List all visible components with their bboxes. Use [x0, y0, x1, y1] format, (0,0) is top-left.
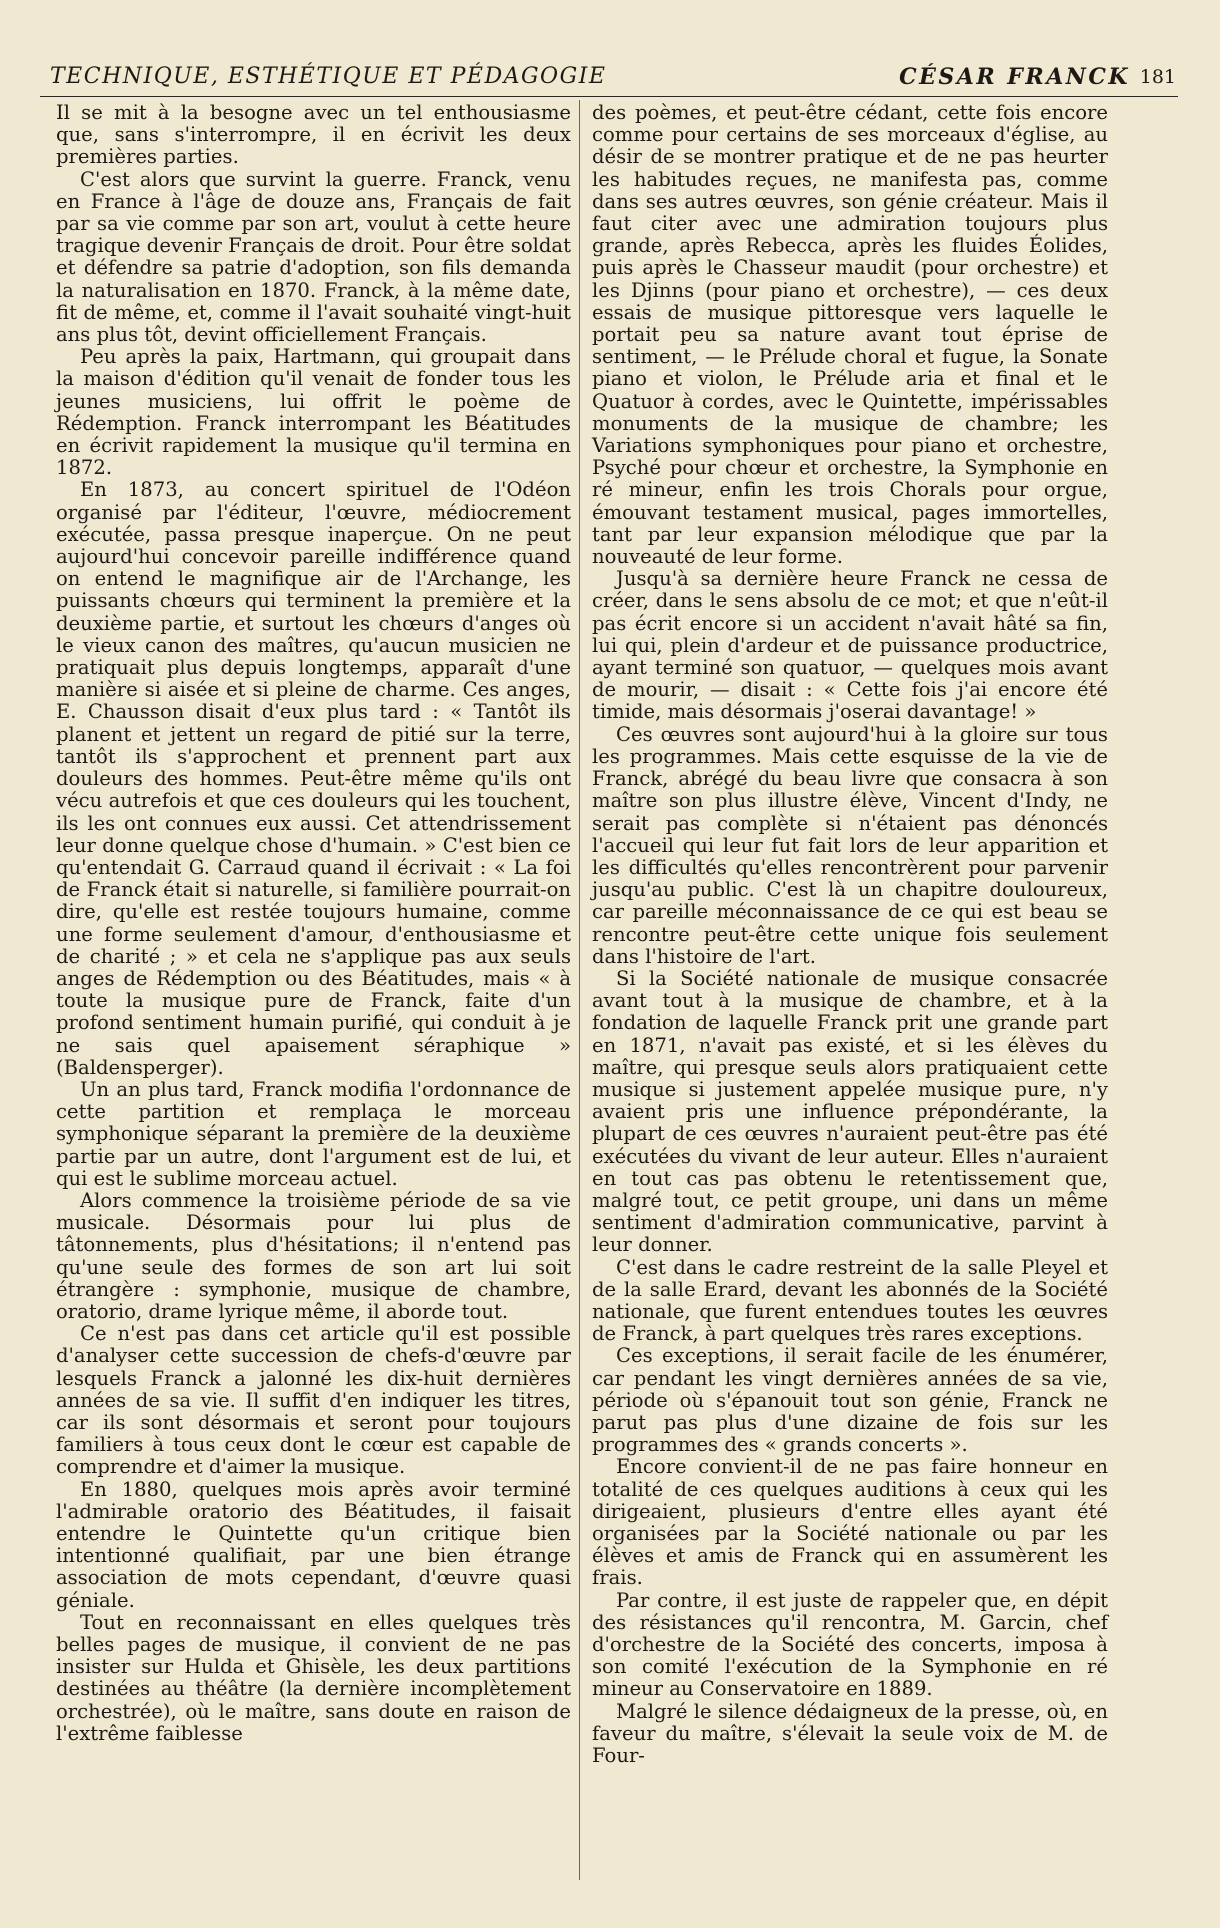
paragraph: Un an plus tard, Franck modifia l'ordonnance de cette partition et remplaça le morceau symphonique séparant la première de la deuxième partie par un autre, dont l'argument est de lui, et qui est le sublime morceau actuel. [56, 1077, 571, 1190]
paragraph: En 1880, quelques mois après avoir terminé l'admirable oratorio des Béatitudes, il faisait entendre le Quintette qu'un critique bien intentionné qualifiait, par une bien étrange association de mots cependant, d'œuvre quasi géniale. [56, 1477, 571, 1612]
paragraph: Ce n'est pas dans cet article qu'il est possible d'analyser cette succession de chefs-d'œuvre par lesquels Franck a jalonné les dix-huit dernières années de sa vie. Il suffit d'en indiquer les titres, car ils sont désormais et seront pour toujours familiers à tous ceux dont le cœur est capable de comprendre et d'aimer la musique. [56, 1322, 571, 1479]
paragraph: Il se mit à la besogne avec un tel enthousiasme que, sans s'interrompre, il en écrivit les deux premières parties. [56, 101, 571, 169]
running-head-section: TECHNIQUE, ESTHÉTIQUE ET PÉDAGOGIE [50, 64, 607, 89]
paragraph: Tout en reconnaissant en elles quelques très belles pages de musique, il convient de ne pas insister sur Hulda et Ghisèle, les deux partitions destinées au théâtre (la dernière incomplètement orchestrée), où le maître, sans doute en raison de l'extrême faiblesse [56, 1610, 571, 1745]
paragraph: Alors commence la troisième période de sa vie musicale. Désormais pour lui plus de tâtonnements, plus d'hésitations; il n'entend pas qu'une seule des formes de son art lui soit étrangère : symphonie, musique de chambre, oratorio, drame lyrique même, il aborde tout. [56, 1188, 571, 1323]
running-head-title: CÉSAR FRANCK [899, 64, 1130, 90]
paragraph: Malgré le silence dédaigneux de la presse, où, en faveur du maître, s'élevait la seule voix de M. de Four- [592, 1699, 1109, 1768]
running-head [40, 62, 1178, 97]
page-number: 181 [1139, 66, 1176, 88]
paragraph: Ces œuvres sont aujourd'hui à la gloire sur tous les programmes. Mais cette esquisse de la vie de Franck, abrégé du beau livre que consacra à son maître son plus illustre élève, Vincent d'Indy, ne serait pas complète si n'étaient pas dénoncés l'accueil qui leur fut fait lors de leur apparition et les difficultés qu'elles rencontrèrent pour parvenir jusqu'au public. C'est là un chapitre douloureux, car pareille méconnaissance de ce qui est beau se rencontre peut-être cette unique fois seulement dans l'histoire de l'art. [592, 722, 1108, 968]
left-column [56, 102, 571, 1745]
paragraph: Ces exceptions, il serait facile de les énumérer, car pendant les vingt dernières années de sa vie, période où s'épanouit tout son génie, Franck ne parut pas plus d'une dizaine de fois sur les programmes des « grands concerts ». [592, 1344, 1108, 1457]
paragraph: Peu après la paix, Hartmann, qui groupait dans la maison d'édition qu'il venait de fonder tous les jeunes musiciens, lui offrit le poème de Rédemption. Franck interrompant les Béatitudes en écrivit rapidement la musique qu'il termina en 1872. [56, 345, 571, 480]
column-divider [579, 100, 580, 1880]
right-column [592, 102, 1108, 1767]
paragraph: En 1873, au concert spirituel de l'Odéon organisé par l'éditeur, l'œuvre, médiocrement exécutée, passa presque inaperçue. On ne peut aujourd'hui concevoir pareille indifférence quand on entend le magnifique air de l'Archange, les puissants chœurs qui terminent la première et la deuxième partie, et surtout les chœurs d'anges où le vieux canon des maîtres, qu'aucun musicien ne pratiquait plus depuis longtemps, apparaît d'une manière si aisée et si pleine de charme. Ces anges, E. Chausson disait d'eux plus tard : « Tantôt ils planent et jettent un regard de pitié sur la terre, tantôt ils s'approchent et prennent part aux douleurs des hommes. Peut-être même qu'ils ont vécu autrefois et que ces douleurs qui les touchent, ils les ont connues eux aussi. Cet attendrissement leur donne quelque chose d'humain. » C'est bien ce qu'entendait G. Carraud quand il écrivait : « La foi de Franck était si naturelle, si familière pourrait-on dire, qu'elle est restée toujours humaine, comme une forme seulement d'amour, d'enthousiasme et de charité ; » et cela ne s'applique pas aux seuls anges de Rédemption ou des Béatitudes, mais « à toute la musique pure de Franck, faite d'un profond sentiment humain purifié, qui conduit à je ne sais quel apaisement séraphique » (Baldensperger). [56, 478, 571, 1079]
paragraph: Encore convient-il de ne pas faire honneur en totalité de ces quelques auditions à ceux qui les dirigeaient, plusieurs d'entre elles ayant été organisées par la Société nationale ou par les élèves et amis de Franck qui en assumèrent les frais. [592, 1455, 1108, 1590]
paragraph: Jusqu'à sa dernière heure Franck ne cessa de créer, dans le sens absolu de ce mot; et que n'eût-il pas écrit encore si un accident n'avait hâté sa fin, lui qui, plein d'ardeur et de puissance productrice, ayant terminé son quatuor, — quelques mois avant de mourir, — disait : « Cette fois j'ai encore été timide, mais désormais j'oserai davantage! » [592, 567, 1108, 724]
paragraph: Par contre, il est juste de rappeler que, en dépit des résistances qu'il rencontra, M. Garcin, chef d'orchestre de la Société des concerts, imposa à son comité l'exécution de la Symphonie en ré mineur au Conservatoire en 1889. [592, 1588, 1108, 1701]
paragraph: C'est dans le cadre restreint de la salle Pleyel et de la salle Erard, devant les abonnés de la Société nationale, que furent entendues toutes les œuvres de Franck, à part quelques très rares exceptions. [592, 1255, 1108, 1346]
paragraph: des poèmes, et peut-être cédant, cette fois encore comme pour certains de ses morceaux d'église, au désir de se montrer pratique et de ne pas heurter les habitudes reçues, ne manifesta pas, comme dans ses autres œuvres, son génie créateur. Mais il faut citer avec une admiration toujours plus grande, après Rebecca, après les fluides Éolides, puis après le Chasseur maudit (pour orchestre) et les Djinns (pour piano et orchestre), — ces deux essais de musique pittoresque vers laquelle le portait peu sa nature avant tout éprise de sentiment, — le Prélude choral et fugue, la Sonate piano et violon, le Prélude aria et final et le Quatuor à cordes, avec le Quintette, impérissables monuments de la musique de chambre; les Variations symphoniques pour piano et orchestre, Psyché pour chœur et orchestre, la Symphonie en ré mineur, enfin les trois Chorals pour orgue, émouvant testament musical, pages immortelles, tant par leur expansion mélodique que par la nouveauté de leur forme. [592, 101, 1108, 569]
paragraph: Si la Société nationale de musique consacrée avant tout à la musique de chambre, et à la fondation de laquelle Franck prit une grande part en 1871, n'avait pas existé, et si les élèves du maître, qui presque seuls alors pratiquaient cette musique si justement appelée musique pure, n'y avaient pris une influence prépondérante, la plupart de ces œuvres n'auraient peut-être pas été exécutées du vivant de leur auteur. Elles n'auraient en tout cas pas obtenu le retentissement que, malgré tout, ce petit groupe, uni dans un même sentiment d'admiration communicative, parvint à leur donner. [592, 966, 1108, 1257]
paragraph: C'est alors que survint la guerre. Franck, venu en France à l'âge de douze ans, Français de fait par sa vie comme par son art, voulut à cette heure tragique devenir Français de droit. Pour être soldat et défendre sa patrie d'adoption, son fils demanda la naturalisation en 1870. Franck, à la même date, fit de même, et, comme il l'avait souhaité vingt-huit ans plus tôt, devint officiellement Français. [56, 167, 571, 347]
